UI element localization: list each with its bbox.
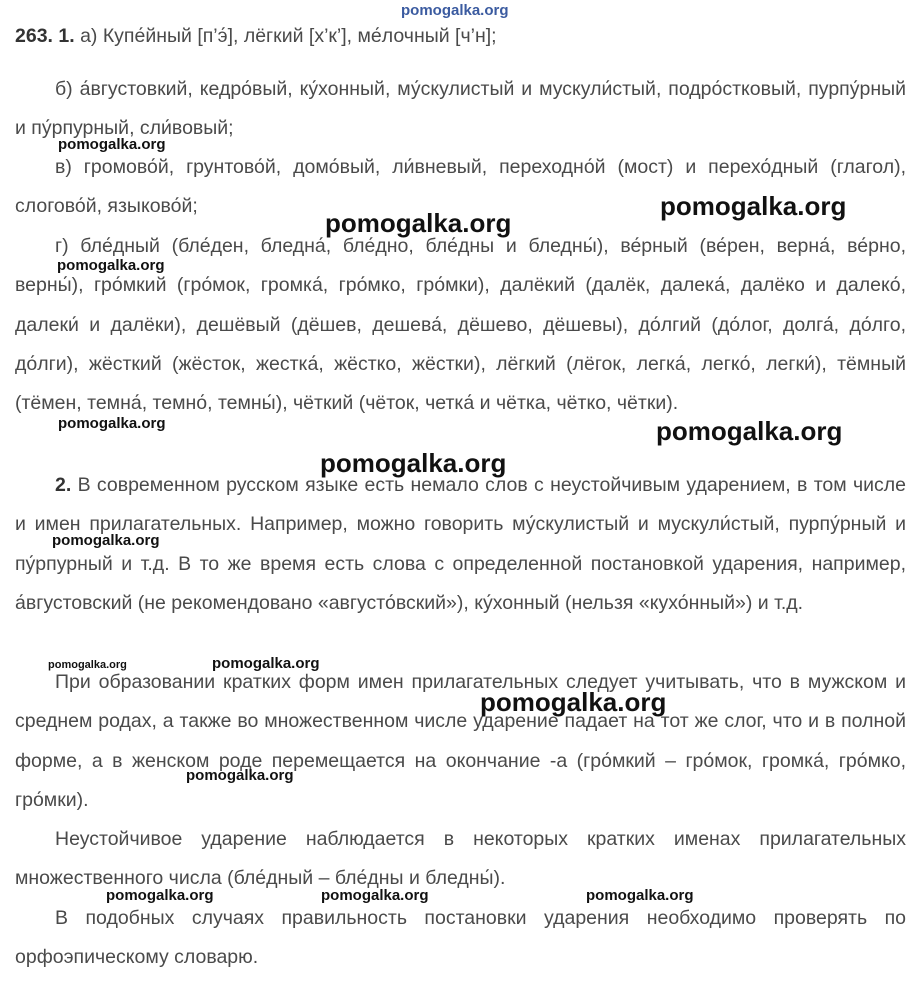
watermark: pomogalka.org: [321, 887, 429, 904]
paragraph-1a: [15, 17, 906, 56]
part-2-text-4: В подобных случаях правильность постановки ударения необходимо проверять по орфоэпическому словарю.: [15, 907, 906, 969]
watermark: pomogalka.org: [656, 416, 843, 446]
watermark-top: pomogalka.org: [401, 2, 509, 19]
part-1-number: 1.: [58, 25, 75, 47]
watermark: pomogalka.org: [586, 887, 694, 904]
watermark: pomogalka.org: [212, 655, 320, 672]
watermark: pomogalka.org: [58, 415, 166, 432]
paragraph-2-4: [15, 899, 906, 978]
part-2-number: 2.: [55, 474, 72, 496]
part-2-text-1: В современном русском языке есть немало слов с неустойчивым ударением, в том числе и имен прилагательных. Например, можно говорить му́скулистый и мускули́стый, пурпу́рный и пу́рпурный и т.д. В то же время есть слова с определенной постановкой ударения, например, а́вгустовский (не рекомендовано «августо́вский»), ку́хонный (нельзя «кухо́нный») и т.д.: [15, 474, 907, 614]
part-2-text-3: Неустойчивое ударение наблюдается в некоторых кратких именах прилагательных множественного числа (бле́дный – бле́дны и бледны́).: [15, 828, 906, 890]
watermark: pomogalka.org: [48, 659, 127, 671]
watermark: pomogalka.org: [320, 448, 507, 478]
watermark: pomogalka.org: [106, 887, 214, 904]
watermark: pomogalka.org: [52, 532, 160, 549]
watermark: pomogalka.org: [660, 191, 847, 221]
exercise-number: 263.: [15, 25, 53, 47]
watermark: pomogalka.org: [57, 257, 165, 274]
item-b: б) а́вгустовкий, кедро́вый, ку́хонный, му́скулистый и мускули́стый, подро́стковый, пурпу́рный и пу́рпурный, сли́вовый;: [15, 78, 906, 140]
watermark: pomogalka.org: [480, 687, 667, 717]
paragraph-2-2: [15, 663, 906, 820]
item-a: а) Купе́йный [п’э́], лёгкий [х’к’], ме́лочный [ч’н];: [80, 25, 497, 47]
item-v: в) громово́й, грунтово́й, домо́вый, ли́вневый, переходно́й (мост) и перехо́дный (глагол), слогово́й, языково́й;: [15, 156, 906, 218]
part-2-text-2: При образовании кратких форм имен прилагательных следует учитывать, что в мужском и среднем родах, а также во множественном числе ударение падает на тот же слог, что и в полной форме, а в женском роде перемещается на окончание -а (гро́мкий – гро́мок, громка́, гро́мко, гро́мки).: [15, 671, 906, 811]
watermark: pomogalka.org: [186, 767, 294, 784]
watermark: pomogalka.org: [58, 136, 166, 153]
watermark: pomogalka.org: [325, 208, 512, 238]
item-g: г) бле́дный (бле́ден, бледна́, бле́дно, бле́дны и бледны́), ве́рный (ве́рен, верна́, ве́рно, верны́), гро́мкий (гро́мок, громка́, гро́мко, гро́мки), далёкий (далёк, далека́, далёко и далеко́, далеки́ и далёки), дешёвый (дёшев, дешева́, дёшево, дёшевы), до́лгий (до́лог, долга́, до́лго, до́лги), жёсткий (жёсток, жестка́, жёстко, жёстки), лёгкий (лёгок, легка́, легко́, легки́), тёмный (тёмен, темна́, темно́, темны́), чёткий (чёток, четка́ и чётка, чётко, чётки).: [15, 235, 906, 415]
